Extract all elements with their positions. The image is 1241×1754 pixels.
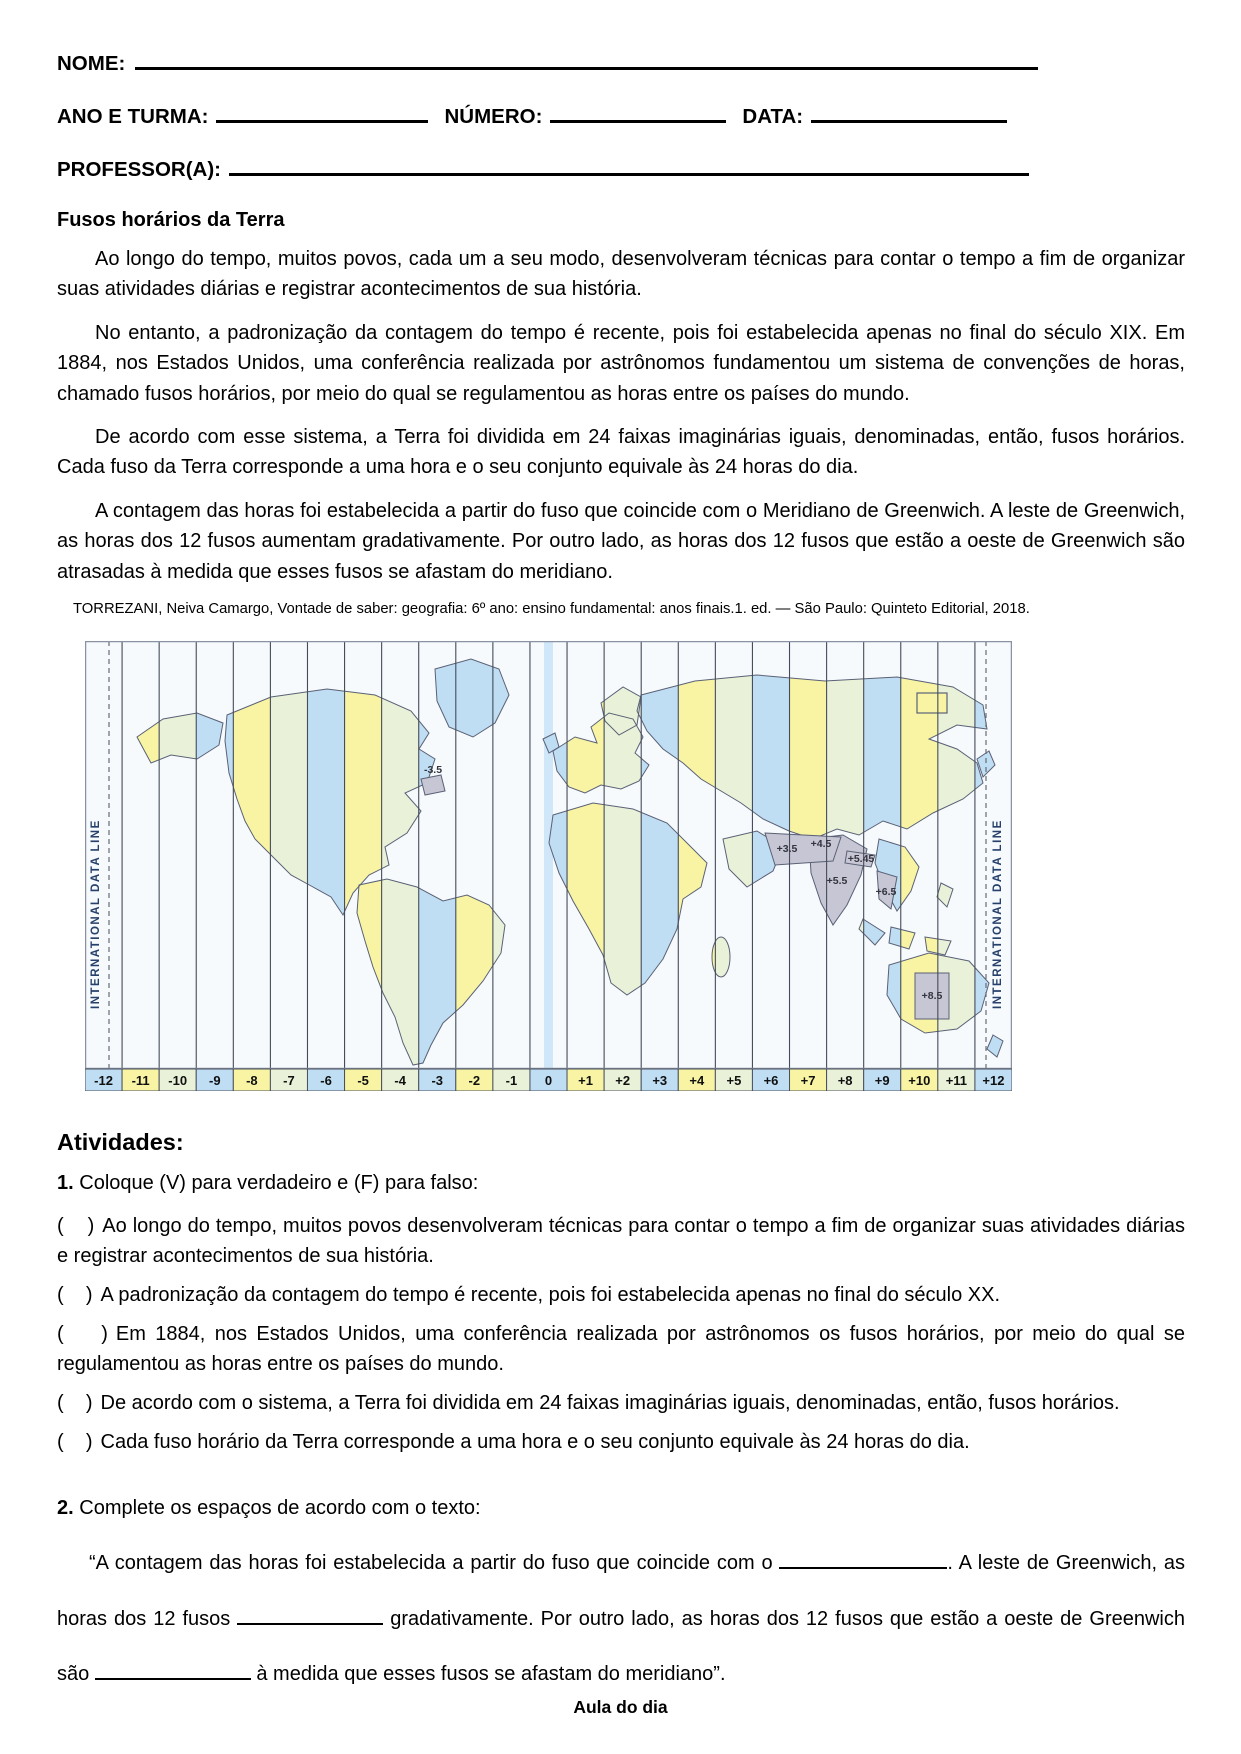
zone-annotation: +3.5 <box>776 842 798 855</box>
zone-annotation: +5.5 <box>826 874 848 887</box>
zone-annotation: +5.45 <box>847 852 875 865</box>
timezone-scale-label: -11 <box>131 1072 150 1088</box>
true-false-item <box>57 1211 1185 1271</box>
greenwich-meridian-stripe <box>544 641 553 1069</box>
answer-parentheses: ( ) <box>57 1430 93 1453</box>
item-text: Ao longo do tempo, muitos povos desenvolveram técnicas para contar o tempo a fim de organizar suas atividades diárias e registrar acontecimentos de sua história. <box>57 1214 1186 1267</box>
item-text: Em 1884, nos Estados Unidos, uma conferência realizada por astrônomos os fusos horários, por meio do qual se regulamentou as horas entre os países do mundo. <box>57 1322 1186 1375</box>
teacher-label: PROFESSOR(A): <box>57 158 221 181</box>
article-title: Fusos horários da Terra <box>57 209 285 231</box>
fill-in-quote <box>57 1536 1185 1703</box>
question-2-number: 2. <box>57 1496 74 1519</box>
fill-blank-3 <box>95 1662 251 1680</box>
timezone-map-figure <box>85 641 1012 1091</box>
zone-annotation: +6.5 <box>875 885 897 898</box>
zone-annotation: +4.5 <box>810 837 832 850</box>
quote-part: “A contagem das horas foi estabelecida a partir do fuso que coincide com o <box>89 1551 780 1574</box>
timezone-scale-label: -9 <box>208 1072 221 1088</box>
true-false-item <box>57 1427 1185 1457</box>
half-hour-zone-newfoundland <box>421 775 445 795</box>
timezone-scale-label: -2 <box>468 1072 481 1088</box>
timezone-scale-label: -10 <box>168 1072 188 1088</box>
name-label: NOME: <box>57 52 126 75</box>
question-1-prompt: Coloque (V) para verdadeiro e (F) para falso: <box>79 1171 479 1194</box>
question-2-prompt: Complete os espaços de acordo com o texto: <box>79 1496 481 1519</box>
quote-part: gradativamente. Por outro lado, as horas dos 12 fusos que estão a oeste de Greenwich são <box>57 1607 1185 1686</box>
timezone-scale-label: +2 <box>615 1072 631 1088</box>
timezone-scale-label: +5 <box>726 1072 742 1088</box>
timezone-scale-label: +7 <box>800 1072 816 1088</box>
article-paragraph: De acordo com esse sistema, a Terra foi dividida em 24 faixas imaginárias iguais, denominadas, então, fusos horários. Cada fuso da Terra corresponde a uma hora e o seu conjunto equivale às 24 horas do dia. <box>57 425 1185 479</box>
source-citation: TORREZANI, Neiva Camargo, Vontade de saber: geografia: 6º ano: ensino fundamental: anos finais.1. ed. — São Paulo: Quinteto Editorial, 2018. <box>73 600 1030 617</box>
question-2-block <box>57 1497 1185 1703</box>
timezone-scale-label: -6 <box>320 1072 332 1088</box>
class-blank-line <box>216 103 428 123</box>
page-footer: Aula do dia <box>573 1697 668 1717</box>
quote-part: . A leste de Greenwich, as horas dos 12 fusos <box>57 1551 1185 1630</box>
class-label: ANO E TURMA: <box>57 105 209 128</box>
timezone-scale-label: -1 <box>505 1072 518 1088</box>
article-paragraph: Ao longo do tempo, muitos povos, cada um a seu modo, desenvolveram técnicas para contar o tempo a fim de organizar suas atividades diárias e registrar acontecimentos de sua história. <box>57 248 1185 301</box>
timezone-scale-label: +9 <box>874 1072 890 1088</box>
name-field-row <box>57 50 1185 76</box>
teacher-field-row <box>57 156 1185 182</box>
true-false-item <box>57 1319 1185 1379</box>
fill-blank-1 <box>779 1551 947 1569</box>
timezone-scale-label: -12 <box>94 1072 113 1088</box>
item-text: A padronização da contagem do tempo é recente, pois foi estabelecida apenas no final do século XX. <box>100 1283 1001 1306</box>
item-text: De acordo com o sistema, a Terra foi dividida em 24 faixas imaginárias iguais, denominadas, então, fusos horários. <box>100 1391 1120 1414</box>
timezone-scale-label: +10 <box>908 1072 931 1088</box>
timezone-scale-label: +8 <box>837 1072 853 1088</box>
timezone-scale-label: +1 <box>578 1072 593 1088</box>
article-paragraph: A contagem das horas foi estabelecida a partir do fuso que coincide com o Meridiano de Greenwich. A leste de Greenwich, as horas dos 12 fusos aumentam gradativamente. Por outro lado, as horas dos 12 fusos que estão a oeste de Greenwich são atrasadas à medida que esses fusos se afastam do meridiano. <box>57 499 1185 583</box>
timezone-scale-label: -5 <box>357 1072 369 1088</box>
question-2 <box>57 1497 1185 1520</box>
question-1-number: 1. <box>57 1171 74 1194</box>
timezone-scale-row <box>85 1069 1012 1091</box>
answer-parentheses: ( ) <box>57 1214 95 1237</box>
answer-parentheses: ( ) <box>57 1391 93 1414</box>
number-blank-line <box>550 103 726 123</box>
date-label: DATA: <box>742 105 804 128</box>
number-label: NÚMERO: <box>444 105 543 128</box>
timezone-map <box>85 641 1012 1091</box>
name-blank-line <box>135 50 1038 70</box>
zone-annotation: +8.5 <box>921 989 943 1002</box>
fill-blank-2 <box>237 1607 383 1625</box>
timezone-scale-label: -3 <box>431 1072 444 1088</box>
international-date-line-label-left: INTERNATIONAL DATA LINE <box>90 819 102 1009</box>
activities-heading: Atividades: <box>57 1128 184 1155</box>
quote-part: à medida que esses fusos se afastam do meridiano”. <box>250 1663 726 1686</box>
timezone-scale-label: +6 <box>763 1072 779 1088</box>
international-date-line-label-right: INTERNATIONAL DATA LINE <box>992 819 1004 1009</box>
answer-parentheses: ( ) <box>57 1283 93 1306</box>
teacher-blank-line <box>229 156 1029 176</box>
timezone-scale-label: +4 <box>689 1072 705 1088</box>
inset-zone-box <box>917 693 947 713</box>
timezone-scale-label: -8 <box>246 1072 258 1088</box>
zone-annotation: -3.5 <box>423 763 443 776</box>
item-text: Cada fuso horário da Terra corresponde a uma hora e o seu conjunto equivale às 24 horas do dia. <box>100 1430 970 1453</box>
article-paragraph: No entanto, a padronização da contagem do tempo é recente, pois foi estabelecida apenas no final do século XIX. Em 1884, nos Estados Unidos, uma conferência realizada por astrônomos fundamentou um sistema de convenções de horas, chamado fusos horários, por meio do qual se regulamentou as horas entre os países do mundo. <box>57 321 1185 405</box>
timezone-scale-label: +12 <box>982 1072 1005 1088</box>
answer-parentheses: ( ) <box>57 1322 108 1345</box>
true-false-item <box>57 1280 1185 1310</box>
timezone-scale-label: -4 <box>394 1072 406 1088</box>
question-1 <box>57 1172 1185 1195</box>
date-blank-line <box>811 103 1007 123</box>
class-number-date-row <box>57 103 1185 129</box>
timezone-scale-label: +11 <box>945 1072 968 1088</box>
timezone-scale-label: 0 <box>544 1072 553 1088</box>
timezone-scale-label: -7 <box>283 1072 295 1088</box>
timezone-scale-label: +3 <box>652 1072 668 1088</box>
true-false-item <box>57 1388 1185 1418</box>
